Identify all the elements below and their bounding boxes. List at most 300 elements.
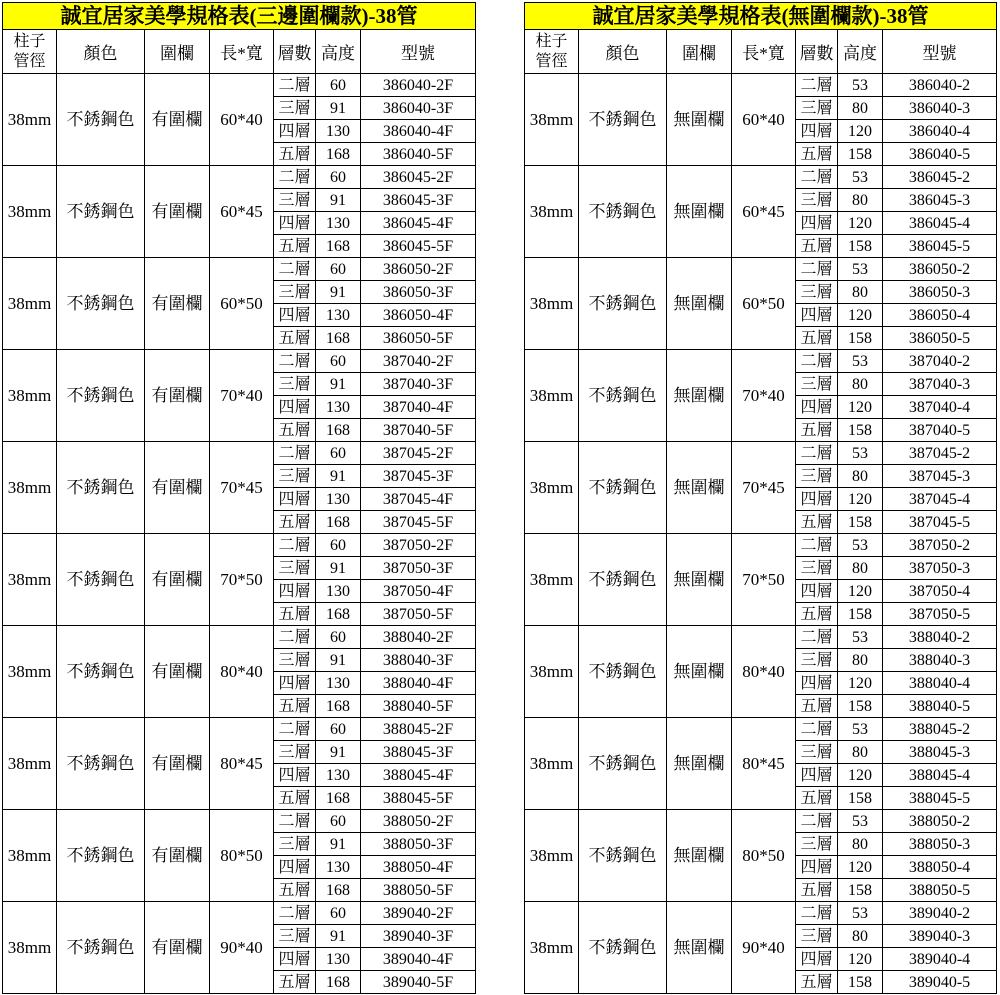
height-cell: 53 [838, 902, 883, 925]
model-cell: 387040-4F [361, 396, 476, 419]
model-cell: 388045-2 [883, 718, 997, 741]
size-cell: 60*40 [732, 74, 796, 166]
height-cell: 120 [838, 856, 883, 879]
layer-cell: 四層 [274, 212, 316, 235]
model-cell: 387050-3F [361, 557, 476, 580]
height-cell: 80 [838, 925, 883, 948]
model-cell: 389040-4F [361, 948, 476, 971]
model-cell: 388050-2F [361, 810, 476, 833]
layer-cell: 二層 [274, 442, 316, 465]
color-cell: 不銹鋼色 [579, 902, 667, 994]
height-cell: 130 [316, 948, 361, 971]
layer-cell: 四層 [274, 120, 316, 143]
diameter-cell: 38mm [525, 902, 579, 994]
spec-row [3, 810, 476, 833]
col-header-fence: 圍欄 [145, 30, 210, 74]
model-cell: 386045-3 [883, 189, 997, 212]
height-cell: 53 [838, 258, 883, 281]
spec-row [3, 902, 476, 925]
fence-cell: 無圍欄 [667, 166, 732, 258]
fence-cell: 有圍欄 [145, 626, 210, 718]
size-cell: 60*45 [210, 166, 274, 258]
model-cell: 389040-4 [883, 948, 997, 971]
size-cell: 80*50 [210, 810, 274, 902]
layer-cell: 四層 [274, 580, 316, 603]
layer-cell: 五層 [796, 511, 838, 534]
color-cell: 不銹鋼色 [579, 74, 667, 166]
layer-cell: 二層 [796, 902, 838, 925]
model-cell: 387040-2 [883, 350, 997, 373]
layer-cell: 二層 [796, 534, 838, 557]
spec-row [525, 810, 997, 833]
size-cell: 80*45 [732, 718, 796, 810]
height-cell: 53 [838, 166, 883, 189]
height-cell: 80 [838, 833, 883, 856]
color-cell: 不銹鋼色 [579, 534, 667, 626]
layer-cell: 三層 [274, 925, 316, 948]
size-cell: 70*45 [732, 442, 796, 534]
fence-cell: 無圍欄 [667, 902, 732, 994]
color-cell: 不銹鋼色 [579, 810, 667, 902]
layer-cell: 四層 [796, 948, 838, 971]
col-header-size: 長*寬 [210, 30, 274, 74]
fence-cell: 無圍欄 [667, 350, 732, 442]
spec-row [3, 258, 476, 281]
size-cell: 70*40 [732, 350, 796, 442]
header-row [3, 30, 476, 74]
model-cell: 387045-3 [883, 465, 997, 488]
height-cell: 120 [838, 488, 883, 511]
layer-cell: 三層 [796, 925, 838, 948]
layer-cell: 二層 [796, 626, 838, 649]
height-cell: 158 [838, 879, 883, 902]
col-header-height: 高度 [838, 30, 883, 74]
col-header-diameter-line: 柱子 [535, 32, 568, 50]
layer-cell: 五層 [274, 787, 316, 810]
layer-cell: 四層 [274, 396, 316, 419]
layer-cell: 四層 [796, 396, 838, 419]
diameter-cell: 38mm [525, 166, 579, 258]
color-cell: 不銹鋼色 [57, 902, 145, 994]
diameter-cell: 38mm [525, 442, 579, 534]
layer-cell: 三層 [274, 189, 316, 212]
size-cell: 60*40 [210, 74, 274, 166]
color-cell: 不銹鋼色 [579, 626, 667, 718]
grid-header [3, 30, 476, 74]
layer-cell: 四層 [274, 856, 316, 879]
height-cell: 130 [316, 580, 361, 603]
diameter-cell: 38mm [3, 166, 57, 258]
height-cell: 53 [838, 534, 883, 557]
model-cell: 388040-4F [361, 672, 476, 695]
height-cell: 91 [316, 649, 361, 672]
model-cell: 386040-2 [883, 74, 997, 97]
model-cell: 386050-2 [883, 258, 997, 281]
model-cell: 386040-5F [361, 143, 476, 166]
fence-cell: 有圍欄 [145, 258, 210, 350]
model-cell: 386040-4 [883, 120, 997, 143]
model-cell: 388050-2 [883, 810, 997, 833]
height-cell: 91 [316, 741, 361, 764]
layer-cell: 二層 [274, 74, 316, 97]
layer-cell: 五層 [796, 879, 838, 902]
model-cell: 387040-2F [361, 350, 476, 373]
grid-body [3, 74, 476, 994]
diameter-cell: 38mm [525, 534, 579, 626]
model-cell: 386045-2 [883, 166, 997, 189]
model-cell: 386050-3F [361, 281, 476, 304]
table-title: 誠宜居家美學規格表(無圍欄款)-38管 [524, 2, 997, 30]
layer-cell: 四層 [796, 212, 838, 235]
spec-row [3, 718, 476, 741]
layer-cell: 三層 [796, 649, 838, 672]
model-cell: 386040-3 [883, 97, 997, 120]
layer-cell: 五層 [274, 419, 316, 442]
model-cell: 386040-3F [361, 97, 476, 120]
layer-cell: 四層 [274, 304, 316, 327]
layer-cell: 三層 [796, 833, 838, 856]
fence-cell: 無圍欄 [667, 534, 732, 626]
layer-cell: 五層 [796, 327, 838, 350]
layer-cell: 二層 [274, 534, 316, 557]
height-cell: 120 [838, 580, 883, 603]
size-cell: 80*50 [732, 810, 796, 902]
model-cell: 388045-5 [883, 787, 997, 810]
layer-cell: 四層 [796, 764, 838, 787]
layer-cell: 二層 [796, 810, 838, 833]
height-cell: 60 [316, 718, 361, 741]
model-cell: 387045-4 [883, 488, 997, 511]
diameter-cell: 38mm [525, 350, 579, 442]
spec-row [3, 350, 476, 373]
fence-cell: 無圍欄 [667, 626, 732, 718]
model-cell: 387040-3 [883, 373, 997, 396]
layer-cell: 二層 [274, 350, 316, 373]
height-cell: 158 [838, 511, 883, 534]
layer-cell: 五層 [274, 695, 316, 718]
model-cell: 386045-4 [883, 212, 997, 235]
model-cell: 387045-5 [883, 511, 997, 534]
diameter-cell: 38mm [3, 442, 57, 534]
height-cell: 53 [838, 74, 883, 97]
model-cell: 387050-4 [883, 580, 997, 603]
col-header-color: 顏色 [57, 30, 145, 74]
model-cell: 388040-4 [883, 672, 997, 695]
layer-cell: 二層 [274, 902, 316, 925]
layer-cell: 五層 [796, 971, 838, 994]
layer-cell: 三層 [796, 189, 838, 212]
color-cell: 不銹鋼色 [579, 718, 667, 810]
col-header-diameter-line: 柱子 [13, 32, 46, 50]
height-cell: 130 [316, 304, 361, 327]
fence-cell: 無圍欄 [667, 74, 732, 166]
fence-cell: 有圍欄 [145, 810, 210, 902]
layer-cell: 二層 [274, 626, 316, 649]
layer-cell: 四層 [796, 580, 838, 603]
model-cell: 389040-3 [883, 925, 997, 948]
layer-cell: 五層 [274, 235, 316, 258]
model-cell: 386050-4 [883, 304, 997, 327]
height-cell: 120 [838, 948, 883, 971]
layer-cell: 三層 [796, 741, 838, 764]
model-cell: 388050-3 [883, 833, 997, 856]
model-cell: 386050-2F [361, 258, 476, 281]
spec-table-unfenced [524, 2, 997, 994]
model-cell: 387050-2F [361, 534, 476, 557]
height-cell: 91 [316, 97, 361, 120]
size-cell: 80*45 [210, 718, 274, 810]
color-cell: 不銹鋼色 [579, 442, 667, 534]
spec-row [3, 626, 476, 649]
height-cell: 80 [838, 741, 883, 764]
model-cell: 388045-4F [361, 764, 476, 787]
size-cell: 60*45 [732, 166, 796, 258]
model-cell: 389040-2 [883, 902, 997, 925]
height-cell: 53 [838, 718, 883, 741]
layer-cell: 五層 [796, 695, 838, 718]
model-cell: 387040-3F [361, 373, 476, 396]
model-cell: 388050-5 [883, 879, 997, 902]
height-cell: 91 [316, 189, 361, 212]
layer-cell: 五層 [796, 603, 838, 626]
height-cell: 130 [316, 396, 361, 419]
model-cell: 387040-5 [883, 419, 997, 442]
diameter-cell: 38mm [525, 810, 579, 902]
model-cell: 386045-5F [361, 235, 476, 258]
layer-cell: 五層 [796, 787, 838, 810]
height-cell: 60 [316, 626, 361, 649]
layer-cell: 四層 [274, 764, 316, 787]
diameter-cell: 38mm [3, 810, 57, 902]
layer-cell: 三層 [274, 281, 316, 304]
layer-cell: 三層 [796, 97, 838, 120]
model-cell: 388045-3 [883, 741, 997, 764]
layer-cell: 五層 [274, 879, 316, 902]
layer-cell: 三層 [274, 557, 316, 580]
height-cell: 168 [316, 327, 361, 350]
layer-cell: 五層 [796, 143, 838, 166]
color-cell: 不銹鋼色 [57, 166, 145, 258]
height-cell: 80 [838, 649, 883, 672]
layer-cell: 五層 [274, 603, 316, 626]
spec-row [525, 350, 997, 373]
size-cell: 80*40 [210, 626, 274, 718]
height-cell: 53 [838, 626, 883, 649]
size-cell: 60*50 [210, 258, 274, 350]
model-cell: 386040-5 [883, 143, 997, 166]
fence-cell: 無圍欄 [667, 258, 732, 350]
height-cell: 91 [316, 465, 361, 488]
height-cell: 130 [316, 488, 361, 511]
model-cell: 387045-5F [361, 511, 476, 534]
spec-row [525, 74, 997, 97]
height-cell: 53 [838, 442, 883, 465]
col-header-size: 長*寬 [732, 30, 796, 74]
diameter-cell: 38mm [3, 626, 57, 718]
spec-row [3, 74, 476, 97]
layer-cell: 三層 [796, 281, 838, 304]
height-cell: 158 [838, 235, 883, 258]
col-header-diameter-line: 管徑 [13, 52, 46, 70]
layer-cell: 四層 [796, 856, 838, 879]
layer-cell: 二層 [796, 718, 838, 741]
fence-cell: 有圍欄 [145, 718, 210, 810]
height-cell: 120 [838, 212, 883, 235]
size-cell: 70*50 [210, 534, 274, 626]
layer-cell: 四層 [796, 672, 838, 695]
color-cell: 不銹鋼色 [57, 258, 145, 350]
layer-cell: 二層 [274, 166, 316, 189]
model-cell: 388040-3 [883, 649, 997, 672]
model-cell: 388050-5F [361, 879, 476, 902]
size-cell: 70*50 [732, 534, 796, 626]
height-cell: 80 [838, 189, 883, 212]
height-cell: 168 [316, 695, 361, 718]
model-cell: 386045-2F [361, 166, 476, 189]
diameter-cell: 38mm [525, 258, 579, 350]
height-cell: 80 [838, 97, 883, 120]
fence-cell: 有圍欄 [145, 902, 210, 994]
layer-cell: 五層 [796, 419, 838, 442]
model-cell: 389040-3F [361, 925, 476, 948]
model-cell: 387050-4F [361, 580, 476, 603]
spec-row [525, 442, 997, 465]
height-cell: 120 [838, 764, 883, 787]
diameter-cell: 38mm [3, 718, 57, 810]
height-cell: 168 [316, 419, 361, 442]
spec-row [3, 166, 476, 189]
height-cell: 120 [838, 396, 883, 419]
model-cell: 386050-5F [361, 327, 476, 350]
size-cell: 70*40 [210, 350, 274, 442]
height-cell: 60 [316, 902, 361, 925]
color-cell: 不銹鋼色 [57, 534, 145, 626]
height-cell: 130 [316, 856, 361, 879]
model-cell: 388050-4 [883, 856, 997, 879]
layer-cell: 二層 [796, 166, 838, 189]
size-cell: 70*45 [210, 442, 274, 534]
spec-row [525, 626, 997, 649]
color-cell: 不銹鋼色 [57, 626, 145, 718]
height-cell: 168 [316, 971, 361, 994]
color-cell: 不銹鋼色 [579, 258, 667, 350]
model-cell: 386045-3F [361, 189, 476, 212]
layer-cell: 二層 [796, 442, 838, 465]
height-cell: 60 [316, 350, 361, 373]
height-cell: 158 [838, 971, 883, 994]
height-cell: 60 [316, 810, 361, 833]
table-title: 誠宜居家美學規格表(三邊圍欄款)-38管 [2, 2, 476, 30]
model-cell: 387050-3 [883, 557, 997, 580]
spec-grid [2, 29, 476, 994]
height-cell: 158 [838, 143, 883, 166]
header-row [525, 30, 997, 74]
model-cell: 387045-2 [883, 442, 997, 465]
spec-row [525, 166, 997, 189]
grid-body [525, 74, 997, 994]
height-cell: 168 [316, 787, 361, 810]
color-cell: 不銹鋼色 [57, 718, 145, 810]
height-cell: 120 [838, 120, 883, 143]
col-header-diameter-line: 管徑 [535, 52, 568, 70]
height-cell: 60 [316, 166, 361, 189]
model-cell: 388045-5F [361, 787, 476, 810]
height-cell: 130 [316, 672, 361, 695]
model-cell: 386045-5 [883, 235, 997, 258]
layer-cell: 二層 [796, 74, 838, 97]
height-cell: 53 [838, 810, 883, 833]
color-cell: 不銹鋼色 [579, 350, 667, 442]
model-cell: 388045-4 [883, 764, 997, 787]
layer-cell: 三層 [274, 373, 316, 396]
model-cell: 388040-2F [361, 626, 476, 649]
layer-cell: 三層 [274, 649, 316, 672]
model-cell: 386050-5 [883, 327, 997, 350]
layer-cell: 三層 [274, 833, 316, 856]
height-cell: 158 [838, 419, 883, 442]
model-cell: 387050-2 [883, 534, 997, 557]
model-cell: 387040-4 [883, 396, 997, 419]
height-cell: 168 [316, 143, 361, 166]
height-cell: 80 [838, 281, 883, 304]
col-header-diameter [3, 30, 57, 74]
model-cell: 388045-2F [361, 718, 476, 741]
col-header-height: 高度 [316, 30, 361, 74]
height-cell: 120 [838, 304, 883, 327]
spec-row [3, 442, 476, 465]
layer-cell: 二層 [274, 810, 316, 833]
fence-cell: 有圍欄 [145, 166, 210, 258]
layer-cell: 四層 [796, 120, 838, 143]
color-cell: 不銹鋼色 [57, 350, 145, 442]
diameter-cell: 38mm [525, 626, 579, 718]
spec-table-fenced [2, 2, 476, 994]
color-cell: 不銹鋼色 [57, 74, 145, 166]
fence-cell: 有圍欄 [145, 534, 210, 626]
diameter-cell: 38mm [525, 718, 579, 810]
model-cell: 388040-3F [361, 649, 476, 672]
model-cell: 388050-4F [361, 856, 476, 879]
fence-cell: 有圍欄 [145, 442, 210, 534]
model-cell: 388040-5 [883, 695, 997, 718]
size-cell: 80*40 [732, 626, 796, 718]
model-cell: 386045-4F [361, 212, 476, 235]
spec-row [525, 902, 997, 925]
layer-cell: 四層 [796, 304, 838, 327]
height-cell: 130 [316, 212, 361, 235]
col-header-model: 型號 [361, 30, 476, 74]
col-header-layers: 層數 [274, 30, 316, 74]
model-cell: 388045-3F [361, 741, 476, 764]
model-cell: 388050-3F [361, 833, 476, 856]
size-cell: 90*40 [210, 902, 274, 994]
layer-cell: 五層 [274, 327, 316, 350]
col-header-model: 型號 [883, 30, 997, 74]
model-cell: 386040-2F [361, 74, 476, 97]
spec-grid [524, 29, 997, 994]
model-cell: 387050-5F [361, 603, 476, 626]
height-cell: 130 [316, 764, 361, 787]
diameter-cell: 38mm [3, 258, 57, 350]
layer-cell: 四層 [274, 488, 316, 511]
fence-cell: 有圍欄 [145, 350, 210, 442]
model-cell: 387050-5 [883, 603, 997, 626]
height-cell: 168 [316, 603, 361, 626]
col-header-layers: 層數 [796, 30, 838, 74]
diameter-cell: 38mm [3, 74, 57, 166]
model-cell: 389040-5F [361, 971, 476, 994]
height-cell: 158 [838, 787, 883, 810]
